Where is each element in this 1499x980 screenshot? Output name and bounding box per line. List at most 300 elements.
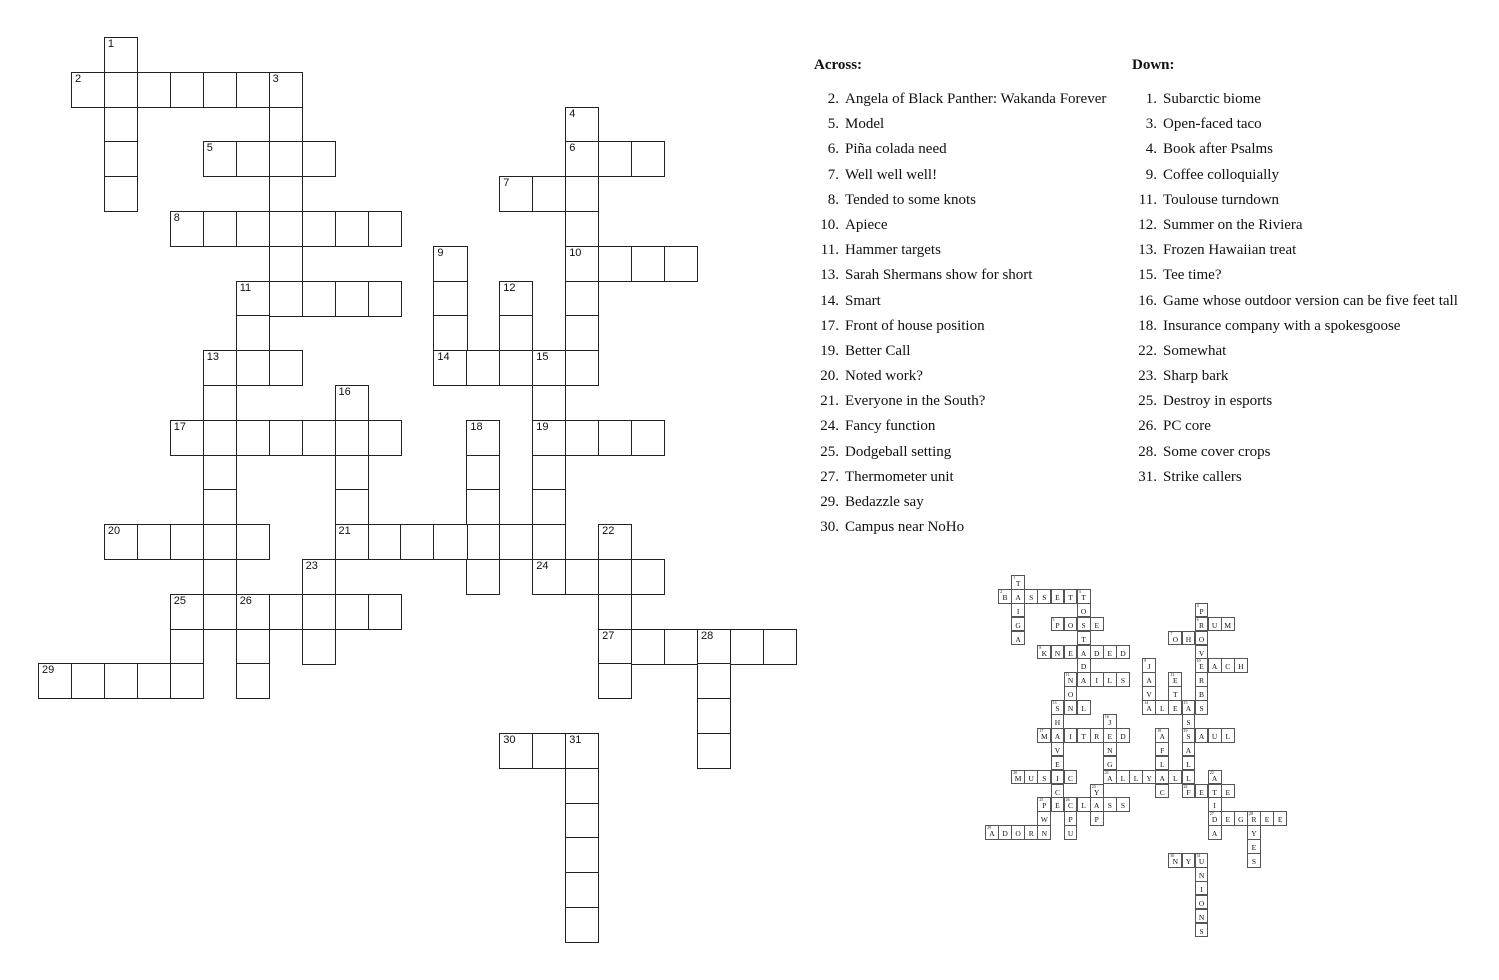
grid-cell[interactable] xyxy=(368,211,402,247)
solution-cell xyxy=(985,825,999,840)
grid-cell[interactable] xyxy=(269,141,303,177)
grid-cell[interactable] xyxy=(697,733,731,769)
across-clue xyxy=(814,213,1106,238)
solution-cell xyxy=(1077,617,1091,632)
grid-cell[interactable] xyxy=(104,107,138,143)
clue-text: Hammer targets xyxy=(845,242,941,259)
solution-letter: A xyxy=(1159,731,1165,741)
grid-cell[interactable] xyxy=(499,733,533,769)
down-clue xyxy=(1132,364,1458,389)
clue-number-label: 4 xyxy=(569,107,576,120)
grid-cell[interactable] xyxy=(104,176,138,212)
solution-letter: L xyxy=(1186,773,1191,783)
grid-cell[interactable] xyxy=(203,524,237,560)
grid-cell[interactable] xyxy=(203,211,237,247)
grid-cell[interactable] xyxy=(598,663,632,699)
solution-letter: U xyxy=(1028,773,1034,783)
clue-text: Angela of Black Panther: Wakanda Forever xyxy=(845,91,1107,107)
solution-letter: R xyxy=(1094,731,1100,741)
solution-number: 14 xyxy=(1144,700,1149,706)
grid-cell[interactable] xyxy=(104,37,138,73)
across-heading: Across: xyxy=(814,57,863,73)
grid-cell[interactable] xyxy=(598,141,632,177)
grid-cell[interactable] xyxy=(104,524,138,560)
clue-number-label: 10 xyxy=(569,246,582,259)
solution-number: 30 xyxy=(1170,853,1175,858)
solution-cell xyxy=(1090,784,1104,799)
solution-cell xyxy=(1182,742,1196,757)
grid-cell[interactable] xyxy=(302,629,336,665)
solution-letter: A xyxy=(1146,704,1152,714)
solution-number: 1 xyxy=(1013,575,1016,580)
grid-cell[interactable] xyxy=(433,315,467,351)
grid-cell[interactable] xyxy=(236,72,270,108)
across-clue xyxy=(814,137,1106,162)
grid-cell[interactable] xyxy=(598,420,632,456)
grid-cell[interactable] xyxy=(532,524,566,560)
solution-letter: E xyxy=(1199,662,1204,672)
across-clue xyxy=(814,339,1106,364)
grid-cell[interactable] xyxy=(104,141,138,177)
solution-cell xyxy=(1090,672,1104,687)
grid-cell[interactable] xyxy=(565,768,599,804)
clue-text: Subarctic biome xyxy=(1163,91,1261,107)
grid-cell[interactable] xyxy=(368,524,402,560)
clue-number: 16. xyxy=(1138,292,1157,309)
grid-cell[interactable] xyxy=(466,559,500,595)
solution-letter: E xyxy=(1055,801,1060,811)
solution-letter: A xyxy=(1015,592,1021,602)
grid-cell[interactable] xyxy=(236,141,270,177)
solution-letter: S xyxy=(1029,592,1034,602)
solution-letter: A xyxy=(1054,731,1061,741)
solution-letter: D xyxy=(1120,731,1126,741)
clue-text: Front of house position xyxy=(845,317,985,334)
solution-letter: L xyxy=(1225,731,1231,741)
solution-cell xyxy=(1195,603,1209,618)
grid-cell[interactable] xyxy=(269,246,303,282)
solution-cell xyxy=(1090,617,1104,632)
solution-cell xyxy=(1208,784,1222,799)
solution-cell xyxy=(998,825,1012,840)
down-heading: Down: xyxy=(1132,57,1175,73)
down-clue xyxy=(1132,163,1458,188)
grid-cell[interactable] xyxy=(269,350,303,386)
grid-cell[interactable] xyxy=(433,281,467,317)
grid-cell[interactable] xyxy=(335,594,369,630)
down-clue xyxy=(1132,414,1458,439)
solution-number: 6 xyxy=(1196,616,1199,622)
solution-letter: U xyxy=(1211,620,1218,630)
solution-number: 24 xyxy=(1183,783,1188,789)
grid-cell[interactable] xyxy=(466,455,500,491)
clue-number-label: 14 xyxy=(437,351,450,364)
grid-cell[interactable] xyxy=(433,246,467,282)
clue-number-label: 16 xyxy=(338,386,351,398)
solution-cell xyxy=(1142,770,1156,785)
across-clue xyxy=(814,389,1106,414)
grid-cell[interactable] xyxy=(532,385,566,421)
clue-text: PC core xyxy=(1163,418,1211,435)
solution-cell xyxy=(1247,825,1261,840)
solution-letter: E xyxy=(1225,815,1231,825)
solution-number: 4 xyxy=(1196,602,1199,608)
grid-cell[interactable] xyxy=(368,420,402,456)
grid-cell[interactable] xyxy=(368,281,402,317)
grid-cell[interactable] xyxy=(236,594,270,630)
solution-letter: C xyxy=(1068,801,1074,811)
solution-letter: G xyxy=(1015,620,1021,630)
clue-text: Toulouse turndown xyxy=(1163,191,1280,208)
solution-cell xyxy=(1037,728,1051,743)
clue-text: Thermometer unit xyxy=(845,468,954,485)
solution-letter: A xyxy=(1080,676,1087,686)
grid-cell[interactable] xyxy=(137,524,171,560)
grid-cell[interactable] xyxy=(565,141,599,177)
grid-cell[interactable] xyxy=(565,176,599,212)
grid-cell[interactable] xyxy=(565,872,599,908)
solution-letter: I xyxy=(1200,884,1203,894)
solution-letter: N xyxy=(1198,870,1205,880)
solution-cell xyxy=(1195,909,1209,924)
grid-cell[interactable] xyxy=(302,141,336,177)
clue-number-label: 18 xyxy=(470,420,483,433)
solution-cell xyxy=(1103,756,1117,771)
grid-cell[interactable] xyxy=(203,489,237,525)
solution-cell xyxy=(1077,631,1091,646)
grid-cell[interactable] xyxy=(170,211,204,247)
grid-cell[interactable] xyxy=(269,281,303,317)
grid-cell[interactable] xyxy=(269,176,303,212)
solution-letter: N xyxy=(1067,676,1074,686)
down-clue xyxy=(1132,314,1458,339)
solution-letter: L xyxy=(1186,759,1191,769)
grid-cell[interactable] xyxy=(269,211,303,247)
solution-letter: P xyxy=(1199,606,1204,616)
grid-cell[interactable] xyxy=(466,350,500,386)
solution-cell xyxy=(1168,672,1182,687)
solution-letter: C xyxy=(1159,787,1165,797)
solution-cell xyxy=(1195,686,1209,701)
grid-cell[interactable] xyxy=(302,281,336,317)
grid-cell[interactable] xyxy=(598,629,632,665)
solution-cell xyxy=(1142,686,1156,701)
grid-cell[interactable] xyxy=(236,350,270,386)
grid-cell[interactable] xyxy=(697,698,731,734)
solution-letter: M xyxy=(1224,620,1232,630)
solution-cell xyxy=(1024,825,1038,840)
grid-cell[interactable] xyxy=(335,489,369,525)
solution-letter: T xyxy=(1173,690,1178,700)
solution-cell xyxy=(1077,603,1091,618)
grid-cell[interactable] xyxy=(335,211,369,247)
solution-cell xyxy=(1208,811,1222,826)
clue-number: 19. xyxy=(820,342,839,359)
grid-cell[interactable] xyxy=(137,72,171,108)
grid-cell[interactable] xyxy=(565,837,599,873)
clue-number: 30. xyxy=(820,519,839,536)
grid-cell[interactable] xyxy=(302,211,336,247)
solution-cell xyxy=(1155,742,1169,757)
solution-letter: J xyxy=(1108,718,1112,727)
grid-cell[interactable] xyxy=(499,350,533,386)
grid-cell[interactable] xyxy=(71,72,105,108)
solution-cell xyxy=(1234,811,1248,826)
solution-cell xyxy=(1064,825,1078,840)
solution-cell xyxy=(1077,589,1091,604)
clue-number-label: 9 xyxy=(437,246,444,259)
grid-cell[interactable] xyxy=(565,803,599,839)
grid-cell[interactable] xyxy=(236,663,270,699)
solution-cell xyxy=(1116,672,1130,687)
solution-number: 26 xyxy=(1065,797,1070,803)
grid-cell[interactable] xyxy=(400,524,434,560)
clue-number-label: 2 xyxy=(74,72,82,85)
grid-cell[interactable] xyxy=(170,420,204,456)
solution-letter: C xyxy=(1225,662,1231,672)
solution-letter: S xyxy=(1120,801,1126,811)
grid-cell[interactable] xyxy=(565,281,599,317)
grid-cell[interactable] xyxy=(368,594,402,630)
clue-text: Apiece xyxy=(845,216,888,233)
solution-letter: A xyxy=(1146,676,1152,686)
grid-cell[interactable] xyxy=(236,524,270,560)
clue-number: 25. xyxy=(820,443,839,460)
clue-text: Coffee colloquially xyxy=(1163,166,1279,183)
solution-cell xyxy=(1221,617,1235,632)
grid-cell[interactable] xyxy=(532,420,566,456)
grid-cell[interactable] xyxy=(302,420,336,456)
grid-cell[interactable] xyxy=(203,72,237,108)
solution-letter: E xyxy=(1068,648,1073,658)
grid-cell[interactable] xyxy=(499,315,533,351)
clue-number-label: 3 xyxy=(272,72,279,85)
solution-number: 9 xyxy=(1144,658,1147,664)
solution-number: 18 xyxy=(1157,727,1162,733)
grid-cell[interactable] xyxy=(170,524,204,560)
grid-cell[interactable] xyxy=(170,663,204,699)
grid-cell[interactable] xyxy=(532,350,566,386)
clue-text: Dodgeball setting xyxy=(845,443,952,460)
solution-cell xyxy=(1247,811,1261,826)
clue-number-label: 22 xyxy=(602,525,615,538)
grid-cell[interactable] xyxy=(236,629,270,665)
solution-cell xyxy=(1090,728,1104,743)
grid-cell[interactable] xyxy=(565,907,599,943)
down-clue xyxy=(1132,112,1458,137)
grid-cell[interactable] xyxy=(466,420,500,456)
grid-cell[interactable] xyxy=(269,594,303,630)
clue-text: Noted work? xyxy=(845,368,923,385)
clue-text: Everyone in the South? xyxy=(845,393,986,410)
clue-number: 18. xyxy=(1138,317,1157,334)
across-clue xyxy=(814,163,1106,188)
clue-number: 5. xyxy=(827,116,839,133)
grid-cell[interactable] xyxy=(466,489,500,525)
grid-cell[interactable] xyxy=(269,72,303,108)
grid-cell[interactable] xyxy=(104,72,138,108)
grid-cell[interactable] xyxy=(433,350,467,386)
grid-cell[interactable] xyxy=(631,246,665,282)
grid-cell[interactable] xyxy=(631,420,665,456)
grid-cell[interactable] xyxy=(269,420,303,456)
solution-letter: P xyxy=(1042,801,1047,811)
solution-cell xyxy=(1195,645,1209,660)
grid-cell[interactable] xyxy=(335,420,369,456)
grid-cell[interactable] xyxy=(335,385,369,421)
solution-cell xyxy=(1116,728,1130,743)
solution-number: 10 xyxy=(1196,658,1201,664)
solution-letter: A xyxy=(1211,773,1218,783)
solution-cell xyxy=(1090,797,1104,812)
grid-cell[interactable] xyxy=(38,663,72,699)
grid-cell[interactable] xyxy=(170,72,204,108)
grid-cell[interactable] xyxy=(269,107,303,143)
grid-cell[interactable] xyxy=(532,559,566,595)
grid-cell[interactable] xyxy=(598,559,632,595)
clue-text: Campus near NoHo xyxy=(845,519,965,536)
solution-cell xyxy=(1103,797,1117,812)
grid-cell[interactable] xyxy=(565,107,599,143)
solution-letter: Y xyxy=(1185,857,1192,866)
grid-cell[interactable] xyxy=(565,350,599,386)
grid-cell[interactable] xyxy=(104,663,138,699)
solution-cell xyxy=(1247,839,1261,854)
solution-number: 15 xyxy=(1183,700,1188,706)
clue-text: Fancy function xyxy=(845,418,936,435)
grid-cell[interactable] xyxy=(499,176,533,212)
solution-letter: F xyxy=(1160,745,1165,755)
grid-cell[interactable] xyxy=(631,141,665,177)
solution-letter: H xyxy=(1238,662,1244,672)
solution-letter: S xyxy=(1199,926,1204,936)
grid-cell[interactable] xyxy=(170,594,204,630)
grid-cell[interactable] xyxy=(203,350,237,386)
grid-cell[interactable] xyxy=(565,315,599,351)
grid-cell[interactable] xyxy=(302,594,336,630)
grid-cell[interactable] xyxy=(532,489,566,525)
solution-letter: Y xyxy=(1146,773,1152,783)
solution-cell xyxy=(1142,700,1156,715)
solution-cell xyxy=(1221,811,1235,826)
grid-cell[interactable] xyxy=(433,524,467,560)
solution-letter: T xyxy=(1212,787,1217,797)
clue-number: 17. xyxy=(820,317,839,334)
grid-cell[interactable] xyxy=(236,315,270,351)
solution-cell xyxy=(1195,631,1209,646)
solution-cell xyxy=(1064,797,1078,812)
solution-letter: G xyxy=(1107,759,1113,769)
solution-letter: V xyxy=(1198,648,1205,658)
grid-cell[interactable] xyxy=(203,455,237,491)
solution-letter: L xyxy=(1133,773,1139,783)
solution-number: 2 xyxy=(1000,588,1003,594)
solution-letter: D xyxy=(1002,829,1008,839)
clue-number-label: 28 xyxy=(701,629,714,642)
clue-number-label: 25 xyxy=(173,594,187,607)
grid-cell[interactable] xyxy=(664,246,698,282)
grid-cell[interactable] xyxy=(302,559,336,595)
grid-cell[interactable] xyxy=(532,733,566,769)
clue-text: Book after Psalms xyxy=(1163,141,1273,158)
grid-cell[interactable] xyxy=(598,246,632,282)
grid-cell[interactable] xyxy=(532,176,566,212)
grid-cell[interactable] xyxy=(730,629,764,665)
across-clue xyxy=(814,112,1106,137)
grid-cell[interactable] xyxy=(71,663,105,699)
down-clue xyxy=(1132,389,1458,414)
grid-cell[interactable] xyxy=(763,629,797,665)
grid-cell[interactable] xyxy=(335,281,369,317)
grid-cell[interactable] xyxy=(697,629,731,665)
grid-cell[interactable] xyxy=(664,629,698,665)
solution-letter: V xyxy=(1146,690,1152,700)
grid-cell[interactable] xyxy=(137,663,171,699)
grid-cell[interactable] xyxy=(499,281,533,317)
solution-letter: A xyxy=(1198,731,1205,741)
solution-cell xyxy=(1208,825,1222,840)
grid-cell[interactable] xyxy=(631,629,665,665)
solution-cell xyxy=(1221,784,1235,799)
clue-number-label: 27 xyxy=(602,629,615,642)
solution-letter: A xyxy=(1185,745,1192,755)
solution-cell xyxy=(1195,700,1209,715)
solution-cell xyxy=(1077,728,1091,743)
grid-cell[interactable] xyxy=(697,663,731,699)
solution-cell xyxy=(1051,784,1065,799)
grid-cell[interactable] xyxy=(236,211,270,247)
solution-cell xyxy=(1011,617,1025,632)
grid-cell[interactable] xyxy=(565,559,599,595)
grid-cell[interactable] xyxy=(335,455,369,491)
grid-cell[interactable] xyxy=(565,211,599,247)
across-clue xyxy=(814,289,1106,314)
grid-cell[interactable] xyxy=(565,246,599,282)
grid-cell[interactable] xyxy=(236,281,270,317)
grid-cell[interactable] xyxy=(466,524,500,560)
solution-cell xyxy=(1011,603,1025,618)
grid-cell[interactable] xyxy=(203,559,237,595)
clue-number: 8. xyxy=(827,191,839,208)
solution-cell xyxy=(1129,770,1143,785)
grid-cell[interactable] xyxy=(499,524,533,560)
clue-text: Bedazzle say xyxy=(845,494,924,510)
grid-cell[interactable] xyxy=(203,420,237,456)
solution-letter: A xyxy=(1185,704,1192,714)
solution-letter: H xyxy=(1054,718,1061,727)
grid-cell[interactable] xyxy=(170,629,204,665)
grid-cell[interactable] xyxy=(565,420,599,456)
grid-cell[interactable] xyxy=(532,455,566,491)
solution-cell xyxy=(1077,645,1091,660)
clue-text: Somewhat xyxy=(1163,342,1227,359)
grid-cell[interactable] xyxy=(631,559,665,595)
grid-cell[interactable] xyxy=(335,524,369,560)
grid-cell[interactable] xyxy=(598,524,632,560)
grid-cell[interactable] xyxy=(203,594,237,630)
clue-number: 29. xyxy=(820,494,839,510)
solution-letter: O xyxy=(1198,634,1205,644)
solution-letter: A xyxy=(1211,662,1218,672)
grid-cell[interactable] xyxy=(565,733,599,769)
grid-cell[interactable] xyxy=(203,385,237,421)
grid-cell[interactable] xyxy=(236,420,270,456)
grid-cell[interactable] xyxy=(203,141,237,177)
solution-cell xyxy=(1155,728,1169,743)
solution-letter: N xyxy=(1041,829,1048,839)
clue-number: 28. xyxy=(1138,443,1157,460)
grid-cell[interactable] xyxy=(598,594,632,630)
